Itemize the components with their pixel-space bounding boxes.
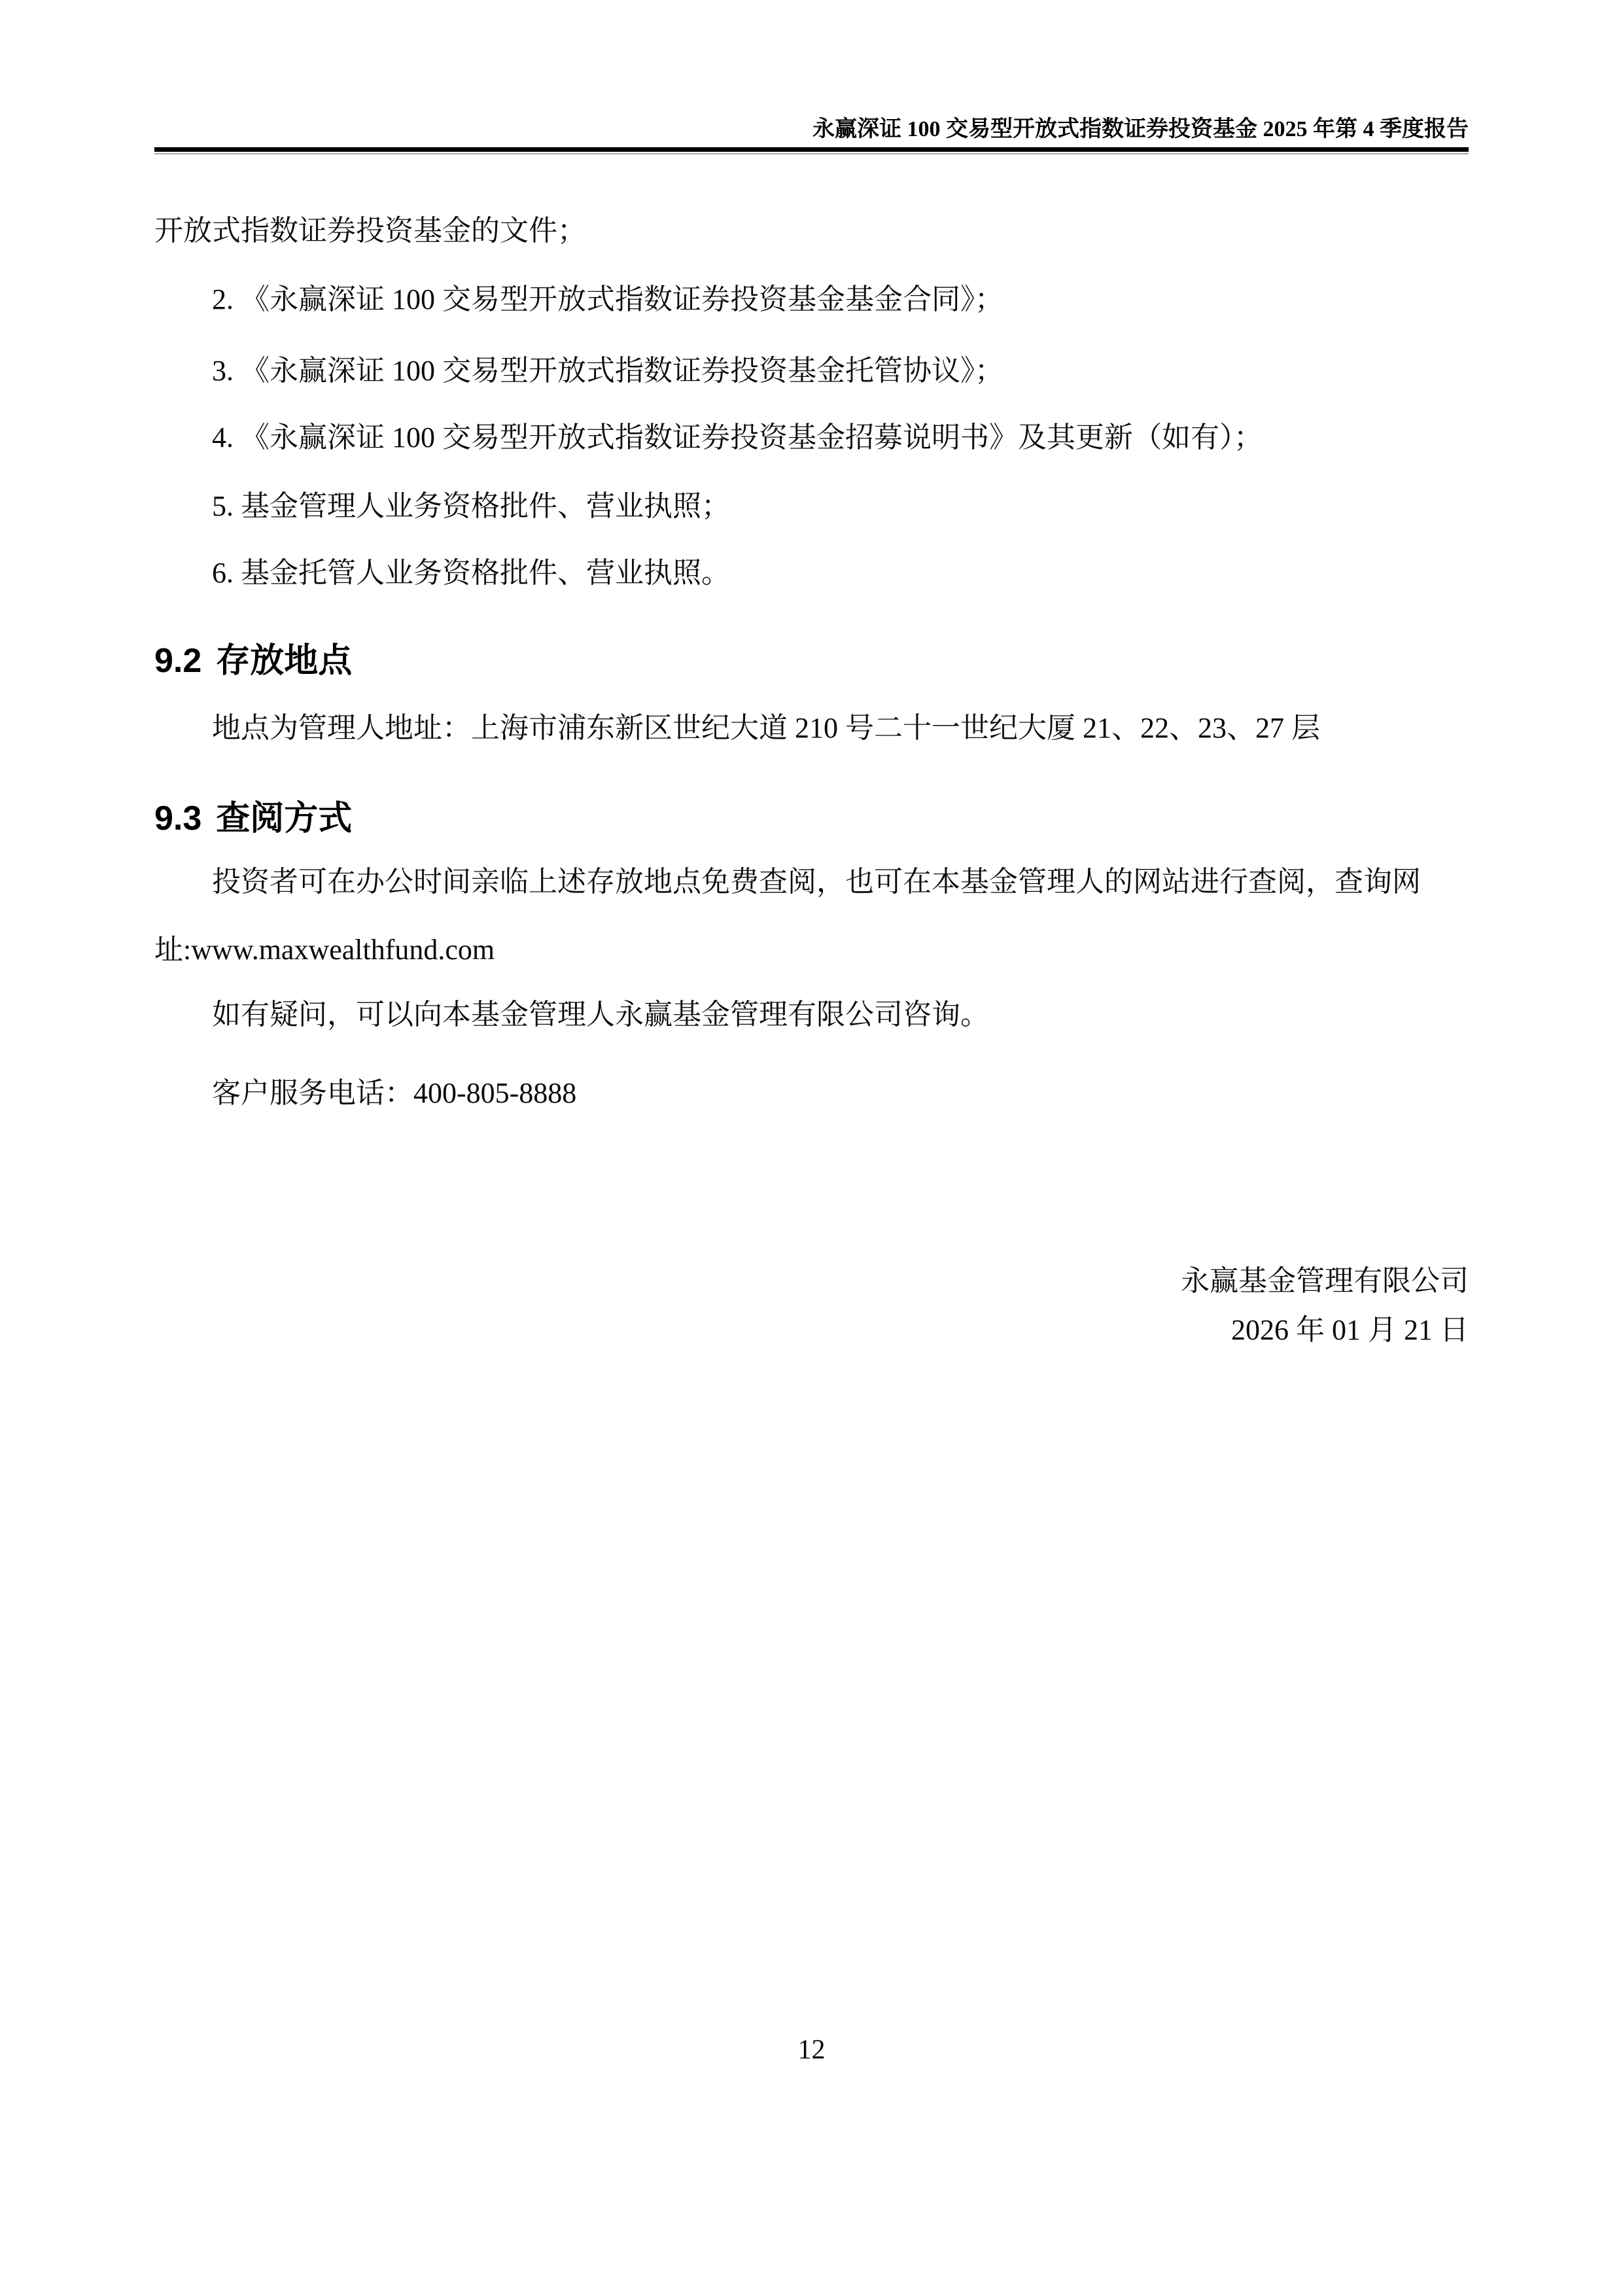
website-line: 址:www.maxwealthfund.com [154, 934, 495, 966]
inspection-paragraph-line-1: 投资者可在办公时间亲临上述存放地点免费查阅，也可在本基金管理人的网站进行查阅，查询网 [212, 866, 1421, 898]
storage-location-paragraph: 地点为管理人地址：上海市浦东新区世纪大道 210 号二十一世纪大厦 21、22、23、27 层 [212, 712, 1320, 744]
section-9-3-number: 9.3 [154, 800, 202, 838]
page-header-title: 永赢深证 100 交易型开放式指数证券投资基金 2025 年第 4 季度报告 [812, 117, 1469, 141]
header-rule-shadow [154, 153, 1469, 154]
header-rule [154, 147, 1469, 152]
list-item-4: 4. 《永赢深证 100 交易型开放式指数证券投资基金招募说明书》及其更新（如有）； [212, 421, 1263, 453]
section-heading-9-2 [154, 643, 352, 679]
list-item-5: 5. 基金管理人业务资格批件、营业执照； [212, 490, 730, 522]
section-9-2-number: 9.2 [154, 642, 202, 680]
section-9-3-title: 查阅方式 [216, 800, 353, 838]
list-item-2: 2. 《永赢深证 100 交易型开放式指数证券投资基金基金合同》； [212, 283, 1003, 315]
list-item-6: 6. 基金托管人业务资格批件、营业执照。 [212, 557, 730, 589]
intro-paragraph: 开放式指数证券投资基金的文件； [154, 215, 586, 247]
section-9-2-title: 存放地点 [216, 642, 353, 680]
page-number: 12 [797, 2035, 826, 2065]
section-heading-9-3 [154, 800, 352, 837]
service-phone-line: 客户服务电话：400-805-8888 [212, 1077, 577, 1109]
list-item-3: 3. 《永赢深证 100 交易型开放式指数证券投资基金托管协议》； [212, 355, 1003, 387]
signature-date: 2026 年 01 月 21 日 [1231, 1314, 1469, 1346]
inquiry-paragraph: 如有疑问，可以向本基金管理人永赢基金管理有限公司咨询。 [212, 998, 989, 1031]
signature-company: 永赢基金管理有限公司 [1181, 1265, 1469, 1297]
